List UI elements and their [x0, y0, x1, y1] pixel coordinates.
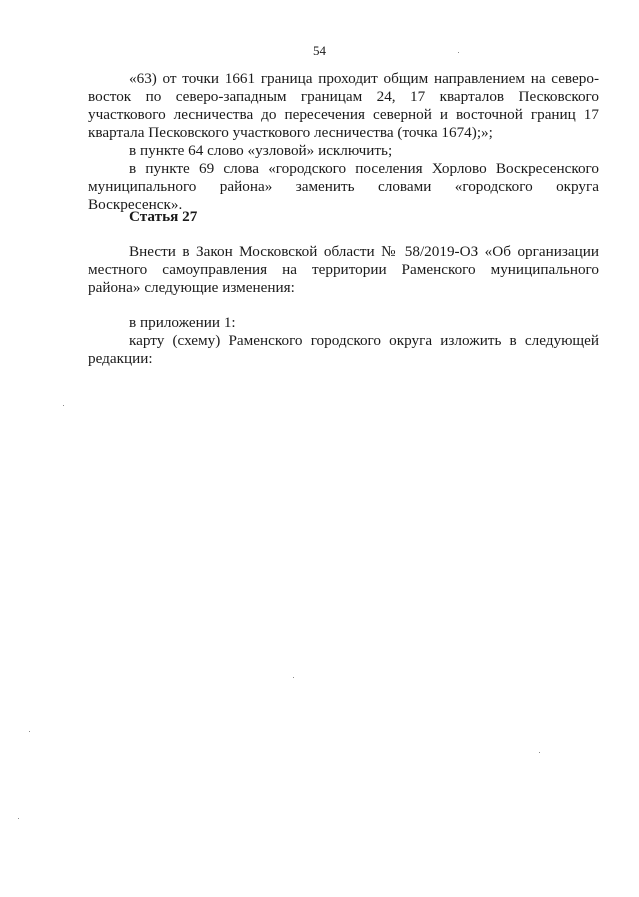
scan-speck — [18, 818, 19, 819]
scan-speck — [539, 752, 540, 753]
scan-speck — [293, 677, 294, 678]
article-changes — [88, 314, 599, 368]
scan-speck — [29, 731, 30, 732]
paragraph-point-69: в пункте 69 слова «городского поселения Хорлово Воскресенского муниципального района» заменить словами «городского округа Воскресенск». — [88, 160, 599, 213]
paragraph-map-scheme: карту (схему) Раменского городского округа изложить в следующей редакции: — [88, 332, 599, 367]
paragraph-point-64: в пункте 64 слово «узловой» исключить; — [129, 142, 393, 159]
article-intro — [88, 243, 599, 297]
article-heading: Статья 27 — [129, 208, 198, 225]
paragraph-appendix-1: в приложении 1: — [129, 314, 236, 331]
section-amendments-previous — [88, 70, 599, 214]
paragraph-point-63: «63) от точки 1661 граница проходит общим направлением на северо-восток по северо-западным границам 24, 17 кварталов Песковского участкового лесничества до пересечения северной и восточной границ 17 квартала Песковского участкового лесничества (точка 1674);»; — [88, 70, 599, 141]
scan-speck — [458, 52, 459, 53]
paragraph-article-intro: Внести в Закон Московской области № 58/2019-ОЗ «Об организации местного самоуправления на территории Раменского муниципального района» следующие изменения: — [88, 243, 599, 296]
page-number: 54 — [313, 43, 326, 58]
scan-speck — [63, 405, 64, 406]
